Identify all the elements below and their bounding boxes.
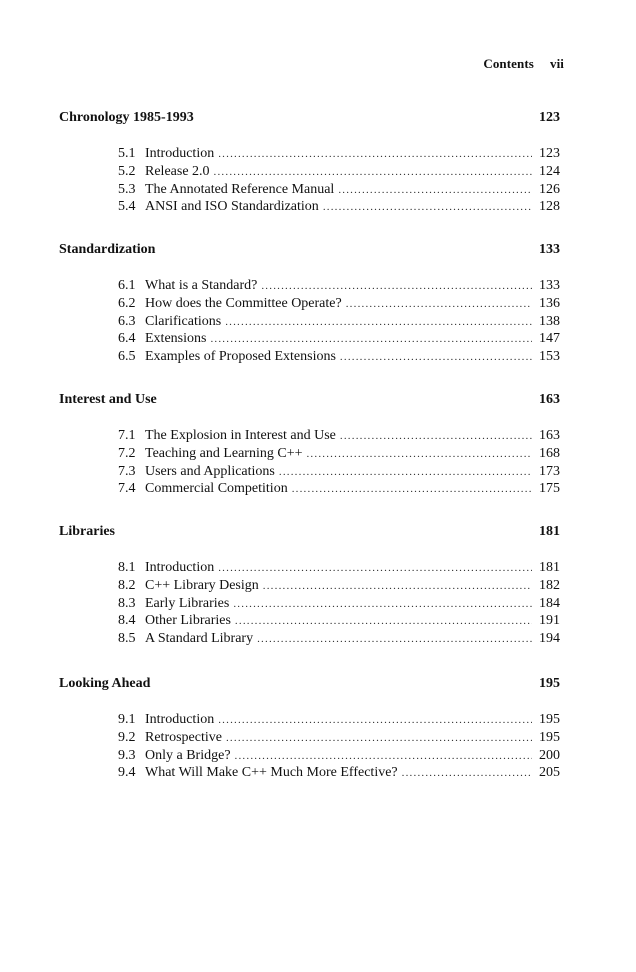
dot-leader [323,201,532,213]
toc-entry[interactable] [118,596,560,614]
section-title: Introduction [145,146,215,161]
chapter-page: 195 [539,676,560,691]
section-page: 191 [539,613,560,629]
dot-leader [338,184,532,196]
section-page: 184 [539,595,560,611]
chapter-title: Standardization [59,242,156,257]
section-number: 5.2 [118,163,136,179]
section-page: 124 [539,163,560,179]
toc-entry[interactable] [118,481,560,499]
dot-leader [402,767,532,779]
chapter-page: 123 [539,110,560,125]
section-title: Release 2.0 [145,163,210,179]
dot-leader [263,580,532,592]
toc-entry[interactable] [118,765,560,783]
toc-entry[interactable] [118,331,560,349]
section-number: 9.2 [118,729,136,745]
section-number: 5.1 [118,146,136,161]
dot-leader [210,333,532,345]
section-page: 123 [539,146,560,161]
dot-leader [218,562,532,574]
section-title: Clarifications [145,313,222,329]
section-title: What Will Make C++ Much More Effective? [145,765,398,781]
section-page: 181 [539,560,560,575]
section-title: Only a Bridge? [145,747,231,763]
section-title: Introduction [145,712,215,727]
section-list [118,428,560,499]
dot-leader [235,615,532,627]
section-title: Extensions [145,331,207,347]
section-number: 9.3 [118,747,136,763]
section-page: 182 [539,577,560,593]
section-number: 8.5 [118,631,136,647]
chapter-heading[interactable] [59,392,560,410]
dot-leader [346,298,532,310]
toc-entry[interactable] [118,278,560,296]
section-list [118,146,560,217]
dot-leader [279,466,532,478]
dot-leader [225,316,532,328]
section-list [118,560,560,649]
toc-entry[interactable] [118,748,560,766]
section-number: 6.5 [118,349,136,365]
chapter-heading[interactable] [59,110,560,128]
dot-leader [292,483,532,495]
section-number: 7.1 [118,428,136,443]
toc-entry[interactable] [118,349,560,367]
section-page: 128 [539,199,560,215]
section-number: 8.4 [118,613,136,629]
toc-entry[interactable] [118,446,560,464]
section-page: 168 [539,445,560,461]
section-number: 8.2 [118,577,136,593]
toc-chapter [59,676,560,783]
section-title: Examples of Proposed Extensions [145,349,336,365]
section-number: 6.4 [118,331,136,347]
dot-leader [340,430,532,442]
chapter-heading[interactable] [59,242,560,260]
section-number: 9.4 [118,765,136,781]
toc-entry[interactable] [118,314,560,332]
section-page: 173 [539,463,560,479]
chapter-title: Interest and Use [59,392,157,407]
running-head [483,56,564,72]
section-title: Early Libraries [145,595,230,611]
toc-entry[interactable] [118,199,560,217]
section-number: 6.1 [118,278,136,293]
running-head-page-number: vii [549,56,564,71]
dot-leader [261,280,532,292]
toc-entry[interactable] [118,182,560,200]
section-page: 153 [539,349,560,365]
toc-entry[interactable] [118,560,560,578]
toc-entry[interactable] [118,464,560,482]
toc-entry[interactable] [118,712,560,730]
section-number: 8.1 [118,560,136,575]
dot-leader [226,732,532,744]
toc-chapter [59,524,560,649]
running-head-label: Contents [483,56,534,71]
toc-entry[interactable] [118,296,560,314]
chapter-heading[interactable] [59,676,560,694]
section-page: 205 [539,765,560,781]
section-number: 7.2 [118,445,136,461]
chapter-page: 163 [539,392,560,407]
section-page: 195 [539,712,560,727]
dot-leader [257,633,532,645]
toc-chapter [59,110,560,217]
toc-entry[interactable] [118,146,560,164]
chapter-title: Libraries [59,524,115,539]
section-number: 6.3 [118,313,136,329]
dot-leader [233,598,532,610]
section-title: ANSI and ISO Standardization [145,199,319,215]
section-page: 136 [539,295,560,311]
section-title: Users and Applications [145,463,275,479]
section-page: 133 [539,278,560,293]
dot-leader [306,448,532,460]
chapter-page: 181 [539,524,560,539]
dot-leader [340,351,532,363]
section-title: C++ Library Design [145,577,259,593]
section-page: 194 [539,631,560,647]
dot-leader [235,750,532,762]
section-title: A Standard Library [145,631,254,647]
section-title: What is a Standard? [145,278,258,293]
toc-chapter [59,392,560,499]
section-page: 163 [539,428,560,443]
toc-entry[interactable] [118,578,560,596]
section-title: Commercial Competition [145,481,288,497]
section-title: Introduction [145,560,215,575]
chapter-heading[interactable] [59,524,560,542]
dot-leader [214,166,532,178]
section-number: 7.4 [118,481,136,497]
chapter-page: 133 [539,242,560,257]
section-number: 9.1 [118,712,136,727]
section-page: 126 [539,181,560,197]
section-title: Other Libraries [145,613,231,629]
section-page: 200 [539,747,560,763]
toc-entry[interactable] [118,613,560,631]
chapter-title: Chronology 1985-1993 [59,110,194,125]
section-page: 195 [539,729,560,745]
dot-leader [218,148,532,160]
toc-entry[interactable] [118,164,560,182]
section-title: The Explosion in Interest and Use [145,428,336,443]
section-page: 138 [539,313,560,329]
section-title: Retrospective [145,729,222,745]
toc-chapter [59,242,560,367]
toc-entry[interactable] [118,428,560,446]
section-page: 147 [539,331,560,347]
section-number: 8.3 [118,595,136,611]
section-page: 175 [539,481,560,497]
toc-entry[interactable] [118,631,560,649]
section-list [118,712,560,783]
section-number: 5.3 [118,181,136,197]
section-title: How does the Committee Operate? [145,295,342,311]
section-number: 6.2 [118,295,136,311]
toc-entry[interactable] [118,730,560,748]
section-title: The Annotated Reference Manual [145,181,335,197]
dot-leader [218,714,532,726]
chapter-title: Looking Ahead [59,676,151,691]
section-number: 5.4 [118,199,136,215]
section-number: 7.3 [118,463,136,479]
section-list [118,278,560,367]
section-title: Teaching and Learning C++ [145,445,303,461]
